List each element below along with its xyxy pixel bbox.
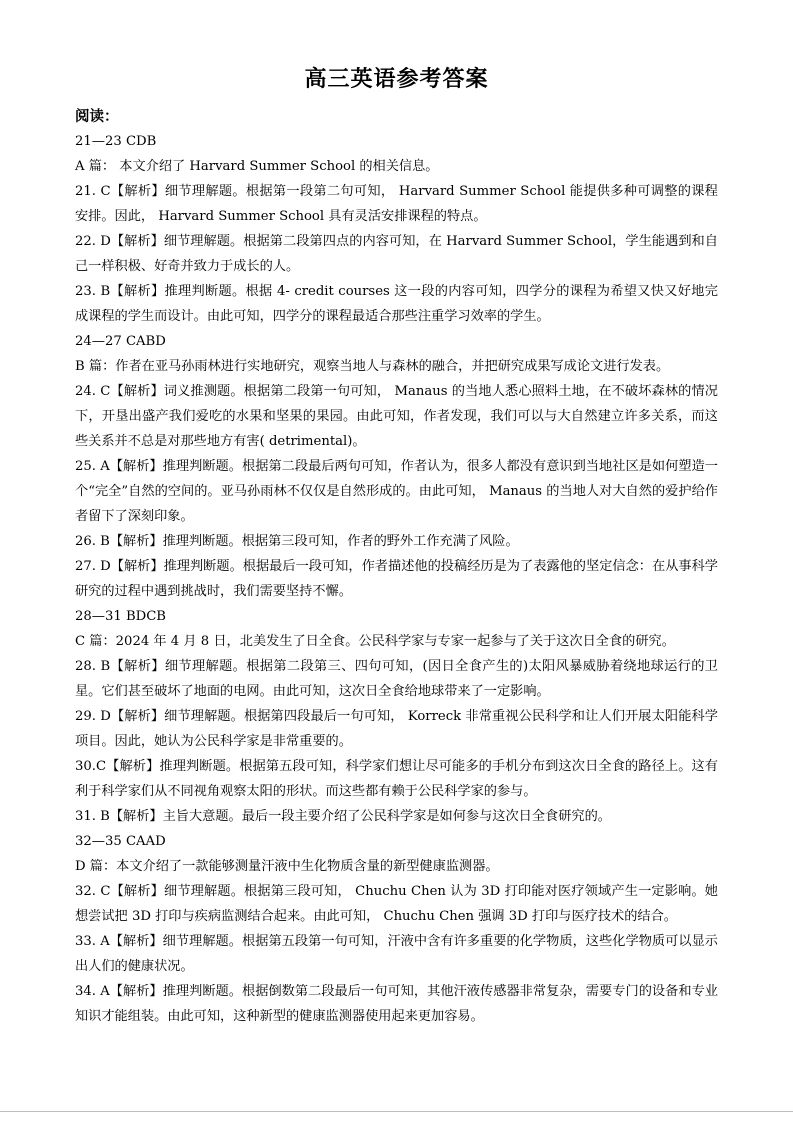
answer-31: 31. B【解析】主旨大意题。最后一段主要介绍了公民科学家是如何参与这次日全食研究的。	[75, 809, 611, 824]
answer-32: 32. C【解析】细节理解题。根据第三段可知， Chuchu Chen 认为 3D 打印能对医疗领域产生一定影响。她想尝试把 3D 打印与疾病监测结合起来。由此可知， Chuchu Chen 强调 3D 打印与医疗技术的结合。	[75, 884, 718, 924]
page-bottom-divider	[0, 1111, 793, 1112]
passage-b-summary: B 篇：作者在亚马孙雨林进行实地研究，观察当地人与森林的融合，并把研究成果写成论文进行发表。	[75, 359, 670, 374]
answer-34: 34. A【解析】推理判断题。根据倒数第二段最后一句可知，其他汗液传感器非常复杂，需要专门的设备和专业知识才能组装。由此可知，这种新型的健康监测器使用起来更加容易。	[75, 984, 718, 1024]
answer-23: 23. B【解析】推理判断题。根据 4- credit courses 这一段的内容可知，四学分的课程为希望又快又好地完成课程的学生而设计。由此可知，四学分的课程最适合那些注重学习效率的学生。	[75, 284, 718, 324]
answer-30: 30.C【解析】推理判断题。根据第五段可知，科学家们想让尽可能多的手机分布到这次日全食的路径上。这有利于科学家们从不同视角观察太阳的形状。而这些都有赖于公民科学家的参与。	[75, 759, 718, 799]
passage-c-summary: C 篇：2024 年 4 月 8 日，北美发生了日全食。公民科学家与专家一起参与了关于这次日全食的研究。	[75, 634, 675, 649]
answer-line-group-a: 21—23 CDB	[75, 134, 157, 149]
answer-24: 24. C【解析】词义推测题。根据第二段第一句可知， Manaus 的当地人悉心照料土地，在不破坏森林的情况下，开垦出盛产我们爱吃的水果和坚果的果园。由此可知，作者发现，我们可以与大自然建立许多关系，而这些关系并不总是对那些地方有害( detrimental)。	[75, 384, 718, 449]
answer-content	[75, 104, 718, 1029]
passage-d-summary: D 篇：本文介绍了一款能够测量汗液中生化物质含量的新型健康监测器。	[75, 859, 499, 874]
answer-33: 33. A【解析】细节理解题。根据第五段第一句可知，汗液中含有许多重要的化学物质，这些化学物质可以显示出人们的健康状况。	[75, 934, 718, 974]
answer-line-group-d: 32—35 CAAD	[75, 834, 166, 849]
answer-28: 28. B【解析】细节理解题。根据第二段第三、四句可知，(因日全食产生的)太阳风暴威胁着绕地球运行的卫星。它们甚至破坏了地面的电网。由此可知，这次日全食给地球带来了一定影响。	[75, 659, 718, 699]
answer-line-group-c: 28—31 BDCB	[75, 609, 166, 624]
passage-a-summary: A 篇： 本文介绍了 Harvard Summer School 的相关信息。	[75, 159, 439, 174]
answer-22: 22. D【解析】细节理解题。根据第二段第四点的内容可知，在 Harvard Summer School，学生能遇到和自己一样积极、好奇并致力于成长的人。	[75, 234, 718, 274]
answer-27: 27. D【解析】推理判断题。根据最后一段可知，作者描述他的投稿经历是为了表露他的坚定信念：在从事科学研究的过程中遇到挑战时，我们需要坚持不懈。	[75, 559, 718, 599]
section-heading: 阅读：	[75, 108, 119, 125]
answer-line-group-b: 24—27 CABD	[75, 334, 166, 349]
answer-26: 26. B【解析】推理判断题。根据第三段可知，作者的野外工作充满了风险。	[75, 534, 519, 549]
answer-25: 25. A【解析】推理判断题。根据第二段最后两句可知，作者认为，很多人都没有意识到当地社区是如何塑造一个“完全”自然的空间的。亚马孙雨林不仅仅是自然形成的。由此可知， Manaus 的当地人对大自然的爱护给作者留下了深刻印象。	[75, 459, 718, 524]
answer-21: 21. C【解析】细节理解题。根据第一段第二句可知， Harvard Summer School 能提供多种可调整的课程安排。因此， Harvard Summer School 具有灵活安排课程的特点。	[75, 184, 718, 224]
answer-29: 29. D【解析】细节理解题。根据第四段最后一句可知， Korreck 非常重视公民科学和让人们开展太阳能科学项目。因此，她认为公民科学家是非常重要的。	[75, 709, 718, 749]
page-title: 高三英语参考答案	[304, 66, 489, 92]
